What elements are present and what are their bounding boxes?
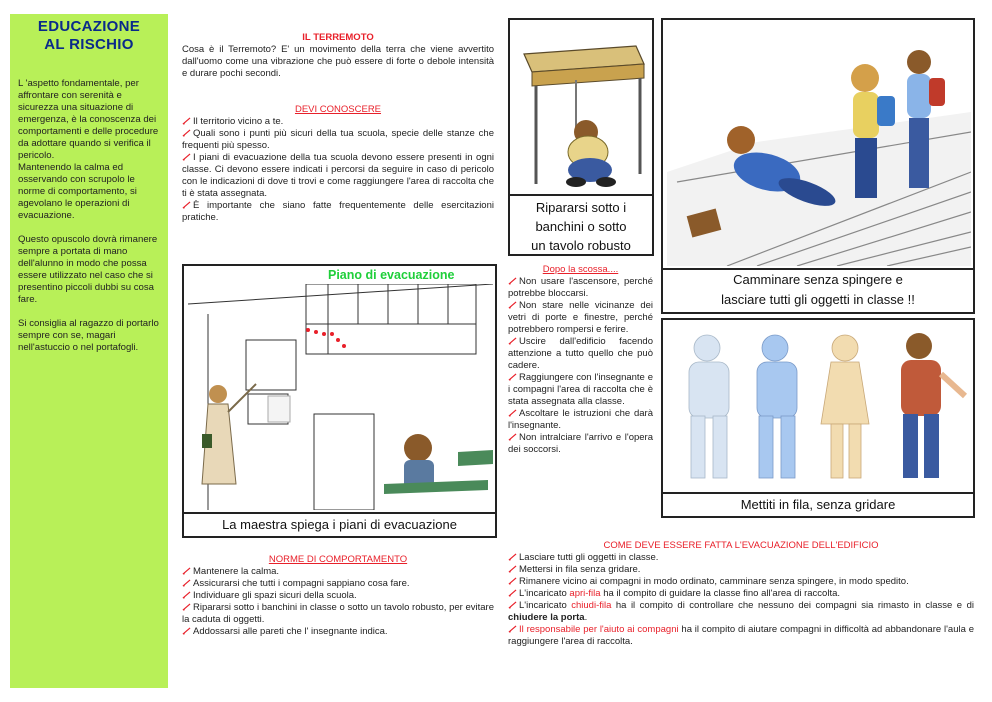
stairs-panel (661, 18, 975, 314)
left-sidebar (10, 14, 168, 688)
pencil-icon (182, 627, 191, 635)
pencil-icon (182, 591, 191, 599)
list-item: Il responsabile per l'aiuto ai compagni ha il compito di aiutare compagni in difficoltà ad abbandonare l'aula e raggiungere l'area di raccolta. (508, 624, 974, 647)
caption-divider (510, 194, 652, 196)
terremoto-text: Cosa è il Terremoto? E' un movimento della terra che viene avvertito dall'uomo come una vibrazione che può essere di forte o debole intensità e durare pochi secondi. (182, 44, 494, 79)
list-item: Il territorio vicino a te. (182, 116, 494, 128)
pencil-icon (508, 589, 517, 597)
classroom-illustration (188, 284, 493, 510)
list-item: L'incaricato chiudi-fila ha il compito di controllare che nessuno dei compagni sia rimasto in classe e di chiudere la porta. (508, 600, 974, 623)
list-item: Addossarsi alle pareti che l' insegnante indica. (182, 626, 494, 638)
pencil-icon (508, 373, 517, 381)
list-item: Individuare gli spazi sicuri della scuola. (182, 590, 494, 602)
list-item: Raggiungere con l'insegnante e i compagni l'area di raccolta che è stata assegnata alla classe. (508, 372, 653, 407)
plan-label: Piano di evacuazione (328, 268, 455, 282)
list-item: Rimanere vicino ai compagni in modo ordinato, camminare senza spingere, in modo spedito. (508, 576, 974, 588)
list-item: È importante che siano fatte frequentemente delle esercitazioni pratiche. (182, 200, 494, 223)
pencil-icon (182, 201, 191, 209)
devi-conoscere-list (182, 116, 494, 224)
stairs-caption: Camminare senza spingere e lasciare tutti gli oggetti in classe !! (721, 272, 915, 307)
intro-text-2: Mantenendo la calma ed osservando con scrupolo le norme di comportamento, si agevolano le operazioni di evacuazione. (18, 162, 137, 221)
list-item: I piani di evacuazione della tua scuola devono essere presenti in ogni classe. Ci devono essere indicati i percorsi da seguire in caso di pericolo con le indicazioni di dove ti trovi e come raggiungere l'area di raccolta che ti è stata assegnata. (182, 152, 494, 199)
title-line-1: EDUCAZIONE (37, 18, 141, 35)
line-up-panel (661, 318, 975, 518)
list-item: Ripararsi sotto i banchini in classe o sotto un tavolo robusto, per evitare la caduta di oggetti. (182, 602, 494, 625)
caption-divider (184, 512, 495, 514)
chiudere-porta-bold: chiudere la porta (508, 612, 585, 623)
terremoto-title: IL TERREMOTO (302, 32, 374, 43)
title-line-2: AL RISCHIO (44, 36, 134, 53)
norme-title: NORME DI COMPORTAMENTO (268, 554, 408, 565)
list-item: Assicurarsi che tutti i compagni sappiano cosa fare. (182, 578, 494, 590)
line-up-illustration (667, 324, 971, 490)
list-item: Ascoltare le istruzioni che darà l'insegnante. (508, 408, 653, 431)
intro-paragraph (10, 78, 168, 222)
evacuation-title: COME DEVE ESSERE FATTA L'EVACUAZIONE DELL'EDIFICIO (603, 540, 879, 551)
evacuation-list (508, 552, 974, 648)
list-item: Uscire dall'edificio facendo attenzione a tutto quello che può cadere. (508, 336, 653, 371)
pencil-icon (508, 577, 517, 585)
list-item: Mantenere la calma. (182, 566, 494, 578)
list-item: Lasciare tutti gli oggetti in classe. (508, 552, 974, 564)
pencil-icon (182, 129, 191, 137)
pencil-icon (182, 567, 191, 575)
stairs-illustration (667, 22, 971, 266)
advice-paragraph: Si consiglia al ragazzo di portarlo sempre con se, magari nell'astuccio o nel portafogli. (18, 318, 159, 353)
desk-illustration (516, 24, 650, 192)
pencil-icon (508, 277, 517, 285)
pencil-icon (508, 433, 517, 441)
booklet-paragraph: Questo opuscolo dovrà rimanere sempre a portata di mano dell'alunno in modo che possa essere utilizzato nel caso che si presentino piccoli dubbi su cosa fare. (18, 234, 158, 305)
apri-fila-term: apri-fila (569, 588, 601, 599)
line-caption: Mettiti in fila, senza gridare (740, 497, 896, 512)
list-item: Non stare nelle vicinanze dei vetri di porte e finestre, perché potrebbero rompersi e ferire. (508, 300, 653, 335)
pencil-icon (182, 603, 191, 611)
desk-caption: Ripararsi sotto i banchini o sotto un tavolo robusto (531, 200, 631, 253)
pencil-icon (508, 337, 517, 345)
pencil-icon (508, 565, 517, 573)
pencil-icon (508, 409, 517, 417)
pencil-icon (182, 153, 191, 161)
dopo-scossa-title: Dopo la scossa.... (542, 264, 619, 275)
list-item: Quali sono i punti più sicuri della tua scuola, specie delle stanze che frequenti più spesso. (182, 128, 494, 151)
evacuation-plan-panel (182, 264, 497, 538)
norme-list (182, 566, 494, 638)
pencil-icon (508, 301, 517, 309)
list-item: Non intralciare l'arrivo e l'opera dei soccorsi. (508, 432, 653, 455)
pencil-icon (508, 553, 517, 561)
responsabile-term: Il responsabile per l'aiuto ai compagni (519, 624, 679, 635)
pencil-icon (182, 117, 191, 125)
devi-conoscere-title: DEVI CONOSCERE (294, 104, 382, 115)
list-item: L'incaricato apri-fila ha il compito di guidare la classe fino all'area di raccolta. (508, 588, 974, 600)
intro-text: L 'aspetto fondamentale, per affrontare con serenità e sicurezza una situazione di emergenza, è la conoscenza dei comportamenti e delle procedure da adottare quando si verifica il pericolo. (18, 78, 159, 161)
plan-caption: La maestra spiega i piani di evacuazione (222, 517, 457, 532)
dopo-scossa-list (508, 276, 653, 456)
desk-panel (508, 18, 654, 256)
caption-divider (663, 492, 973, 494)
pencil-icon (508, 625, 517, 633)
sidebar-title (10, 18, 168, 54)
pencil-icon (182, 579, 191, 587)
list-item: Mettersi in fila senza gridare. (508, 564, 974, 576)
list-item: Non usare l'ascensore, perché potrebbe bloccarsi. (508, 276, 653, 299)
chiudi-fila-term: chiudi-fila (571, 600, 612, 611)
pencil-icon (508, 601, 517, 609)
